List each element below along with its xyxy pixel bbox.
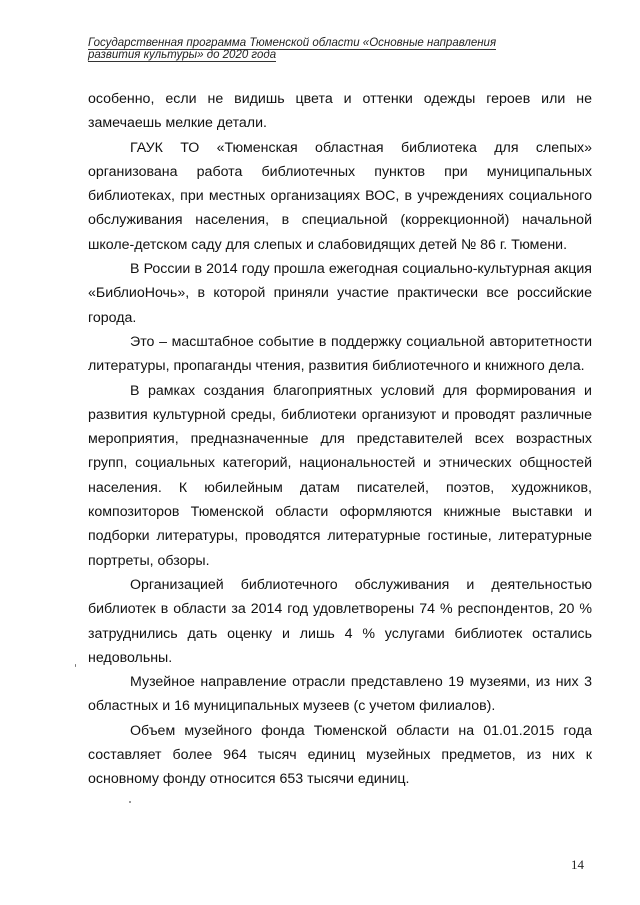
paragraph: В рамках создания благоприятных условий для формирования и развития культурной среды, библиотеки организуют и проводят различные мероприятия, предназначенные для представителей всех возрастных групп, социальных категорий, национальностей и этнических общностей населения. К юбилейным датам писателей, поэтов, художников, композиторов Тюменской области оформляются книжные выставки и подборки литературы, проводятся литературные гостиные, литературные портреты, обзоры. — [88, 382, 592, 569]
body-text — [88, 87, 592, 792]
header-line: Государственная программа Тюменской области «Основные направления — [88, 37, 497, 49]
running-header — [88, 37, 497, 61]
page-number: 14 — [571, 857, 584, 872]
paragraph: Это – масштабное событие в поддержку социальной авторитетности литературы, пропаганды чтения, развития библиотечного и книжного дела. — [88, 333, 592, 375]
paragraph: ГАУК ТО «Тюменская областная библиотека для слепых» организована работа библиотечных пунктов при муниципальных библиотеках, при местных организациях ВОС, в учреждениях социального обслуживания населения, в специальной (коррекционной) начальной школе-детском саду для слепых и слабовидящих детей № 86 г. Тюмени. — [88, 139, 592, 253]
paragraph: Организацией библиотечного обслуживания и деятельностью библиотек в области за 2014 год удовлетворены 74 % респондентов, 20 % затруднились дать оценку и лишь 4 % услугами библиотек остались недовольны. — [88, 576, 592, 666]
scan-speck — [75, 664, 76, 667]
header-line: развития культуры» до 2020 года — [88, 49, 277, 61]
paragraph: особенно, если не видишь цвета и оттенки одежды героев или не замечаешь мелкие детали. — [88, 91, 592, 132]
scan-speck — [129, 801, 131, 803]
paragraph: Объем музейного фонда Тюменской области на 01.01.2015 года составляет более 964 тысяч единиц музейных предметов, из них к основному фонду относится 653 тысячи единиц. — [88, 722, 592, 788]
paragraph: В России в 2014 году прошла ежегодная социально-культурная акция «БиблиоНочь», в которой приняли участие практически все российские города. — [88, 261, 592, 326]
paragraph: Музейное направление отрасли представлено 19 музеями, из них 3 областных и 16 муниципальных музеев (с учетом филиалов). — [88, 674, 592, 715]
